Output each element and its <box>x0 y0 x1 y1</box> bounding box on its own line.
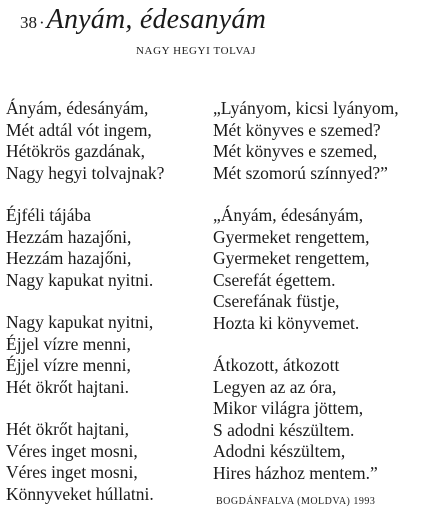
verse-line: Legyen az az óra, <box>213 376 337 397</box>
stanza <box>213 355 423 484</box>
verse-line: „Lyányom, kicsi lyányom, <box>213 98 399 118</box>
verse-line: Mét szomorú színnyed?” <box>213 162 388 183</box>
stanza <box>6 419 211 505</box>
verse-line: Gyermeket rengettem, <box>213 248 370 268</box>
verse-line: Éjféli tájába <box>6 205 92 225</box>
verse-line: Hozta ki könyvemet. <box>213 312 360 333</box>
verse-line: Gyermeket rengettem, <box>213 226 370 247</box>
verse-line: Átkozott, átkozott <box>213 355 340 375</box>
stanza <box>6 205 211 291</box>
verse-line: Hezzám hazajőni, <box>6 248 132 268</box>
verse-line: Nagy hegyi tolvajnak? <box>6 162 165 183</box>
stanza <box>213 205 423 334</box>
stanza <box>6 98 211 184</box>
verse-line: Hét ökrőt hajtani, <box>6 419 129 439</box>
verse-line: Ányám, édesányám, <box>6 98 149 118</box>
verse-line: Véres inget mosni, <box>6 462 138 482</box>
song-number: 38 <box>20 13 37 32</box>
verse-line: Véres inget mosni, <box>6 440 138 461</box>
verse-line: Mét könyves e szemed, <box>213 141 378 161</box>
verse-line: S adodni készültem. <box>213 419 355 440</box>
number-separator: · <box>39 13 45 32</box>
verse-line: Hét ökrőt hajtani. <box>6 376 129 397</box>
verse-line: Adodni készültem, <box>213 441 346 461</box>
verse-line: „Ányám, édesányám, <box>213 205 364 225</box>
song-title: Anyám, édesanyám <box>46 4 267 35</box>
verse-line: Nagy kapukat nyitni. <box>6 269 154 290</box>
verse-line: Mikor világra jöttem, <box>213 398 364 418</box>
song-header <box>20 4 266 36</box>
stanza <box>213 98 423 184</box>
verse-line: Éjjel vízre menni, <box>6 355 131 375</box>
verse-line: Hétökrös gazdának, <box>6 141 145 161</box>
verse-line: Éjjel vízre menni, <box>6 333 131 354</box>
stanza <box>6 312 211 398</box>
verse-column-left <box>6 98 211 526</box>
verse-line: Könnyveket húllatni. <box>6 483 154 504</box>
source-note: BOGDÁNFALVA (MOLDVA) 1993 <box>216 496 376 507</box>
verse-line: Cserefának füstje, <box>213 291 340 311</box>
song-subtitle: NAGY HEGYI TOLVAJ <box>136 45 257 57</box>
verse-line: Hires házhoz mentem.” <box>213 462 378 483</box>
verse-line: Cserefát égettem. <box>213 269 336 290</box>
verse-line: Nagy kapukat nyitni, <box>6 312 154 332</box>
verse-column-right <box>213 98 423 505</box>
verse-line: Mét könyves e szemed? <box>213 119 381 140</box>
verse-line: Hezzám hazajőni, <box>6 226 132 247</box>
verse-line: Mét adtál vót ingem, <box>6 119 152 140</box>
